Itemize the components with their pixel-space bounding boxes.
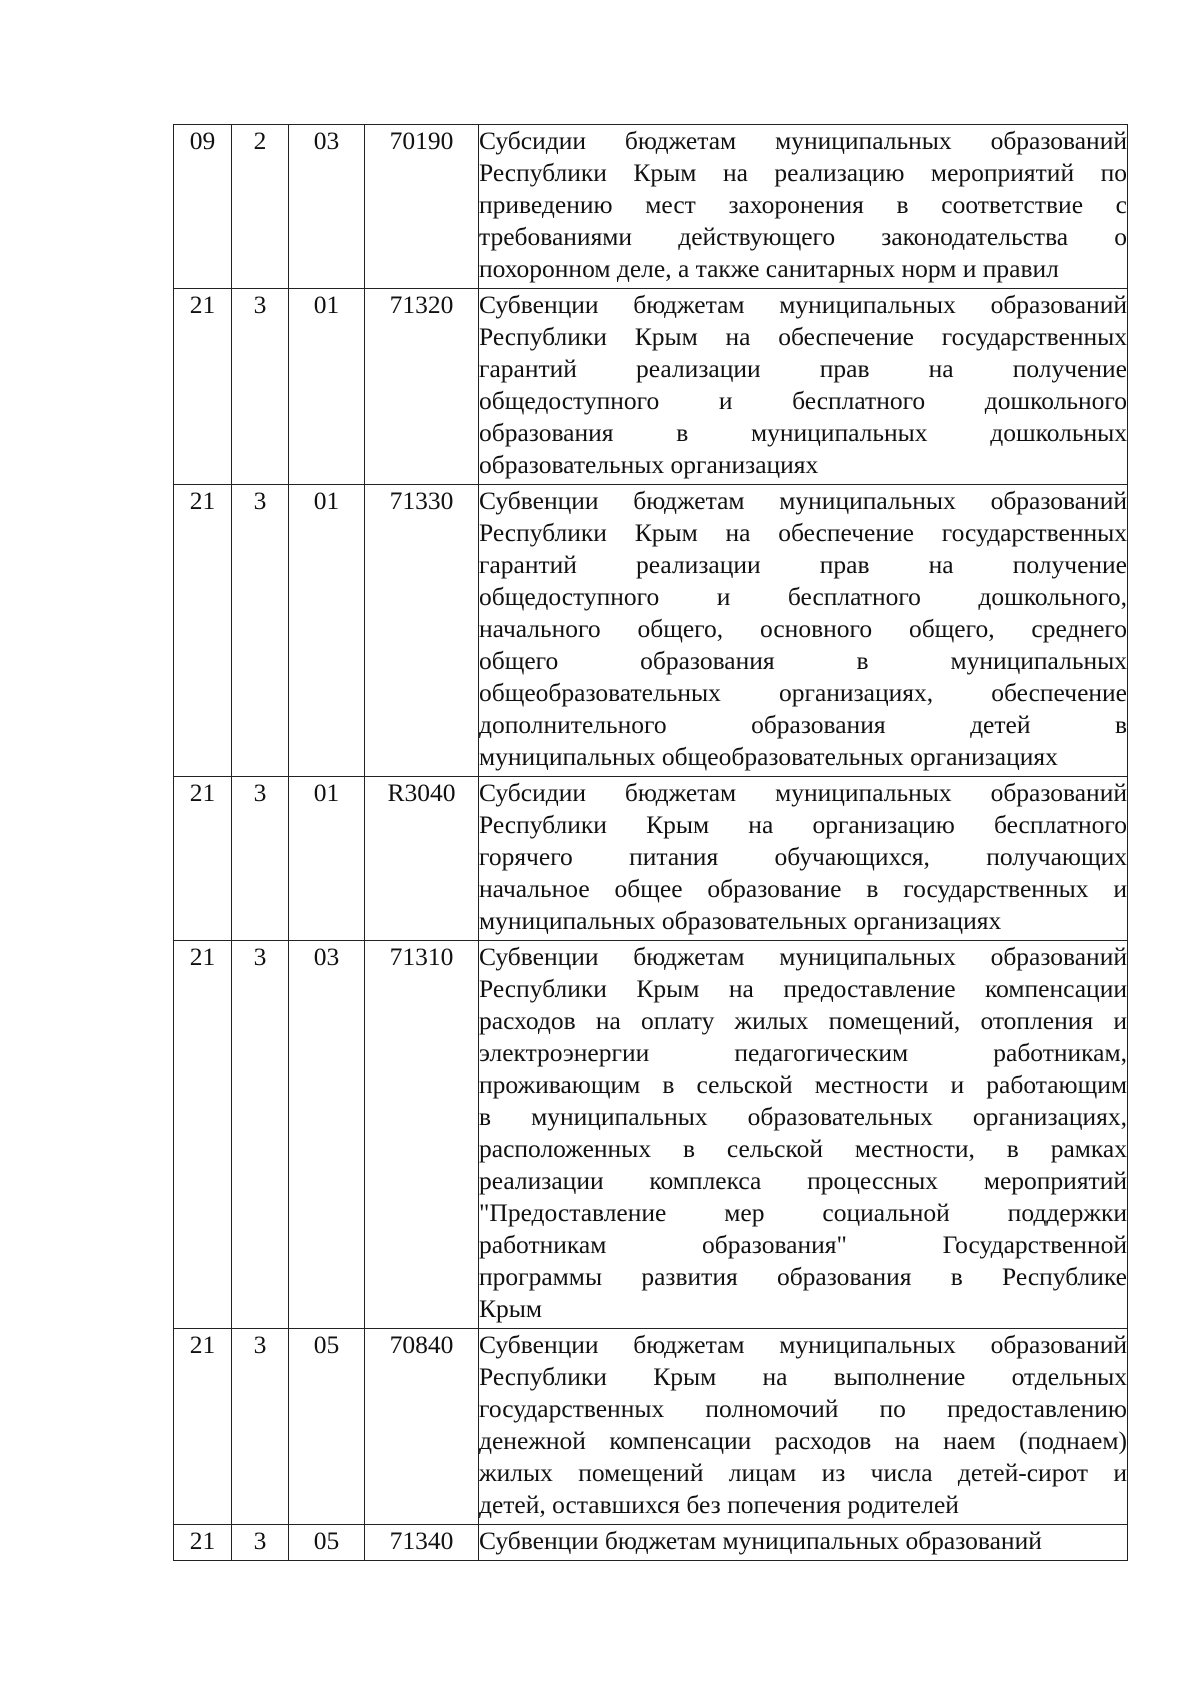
direction-code-cell: 70190	[365, 125, 479, 289]
budget-codes-table	[173, 124, 1128, 1561]
description-line: Субсидии бюджетам муниципальных образований	[479, 778, 1127, 807]
description-line: Субвенции бюджетам муниципальных образований	[479, 290, 1127, 319]
description-line: расходов на оплату жилых помещений, отопления и	[479, 1006, 1127, 1035]
group-code-cell: 01	[289, 289, 365, 485]
description-cell	[479, 485, 1128, 777]
description-cell	[479, 125, 1128, 289]
subsection-code-cell: 3	[232, 777, 289, 941]
section-code-cell: 21	[174, 289, 232, 485]
description-line: Субвенции бюджетам муниципальных образований	[479, 1330, 1127, 1359]
table-row	[174, 485, 1128, 777]
description-line: Республики Крым на обеспечение государственных	[479, 518, 1127, 547]
subsection-code-cell: 3	[232, 1329, 289, 1525]
description-line: муниципальных общеобразовательных организациях	[479, 742, 1058, 771]
description-line: Республики Крым на выполнение отдельных	[479, 1362, 1127, 1391]
description-line: электроэнергии педагогическим работникам,	[479, 1038, 1127, 1067]
description-line: Субвенции бюджетам муниципальных образований	[479, 942, 1127, 971]
direction-code-cell: 71340	[365, 1525, 479, 1561]
description-line: Субвенции бюджетам муниципальных образований	[479, 1526, 1042, 1555]
group-code-cell: 01	[289, 777, 365, 941]
description-line: горячего питания обучающихся, получающих	[479, 842, 1127, 871]
group-code-cell: 03	[289, 125, 365, 289]
table-row	[174, 1525, 1128, 1561]
group-code-cell: 01	[289, 485, 365, 777]
description-line: "Предоставление мер социальной поддержки	[479, 1198, 1127, 1227]
section-code-cell: 21	[174, 485, 232, 777]
description-line: приведению мест захоронения в соответствие с	[479, 190, 1127, 219]
description-line: образовательных организациях	[479, 450, 819, 479]
description-cell	[479, 941, 1128, 1329]
description-line: Республики Крым на обеспечение государственных	[479, 322, 1127, 351]
table-row	[174, 1329, 1128, 1525]
section-code-cell: 21	[174, 1329, 232, 1525]
description-line: начальное общее образование в государственных и	[479, 874, 1127, 903]
group-code-cell: 05	[289, 1329, 365, 1525]
description-line: проживающим в сельской местности и работающим	[479, 1070, 1127, 1099]
description-line: дополнительного образования детей в	[479, 710, 1127, 739]
description-line: реализации комплекса процессных мероприятий	[479, 1166, 1127, 1195]
section-code-cell: 21	[174, 1525, 232, 1561]
description-line: общедоступного и бесплатного дошкольного,	[479, 582, 1127, 611]
description-cell	[479, 289, 1128, 485]
description-cell	[479, 777, 1128, 941]
description-line: Крым	[479, 1294, 543, 1323]
group-code-cell: 03	[289, 941, 365, 1329]
description-line: начального общего, основного общего, среднего	[479, 614, 1127, 643]
description-line: похоронном деле, а также санитарных норм и правил	[479, 254, 1059, 283]
description-line: общеобразовательных организациях, обеспечение	[479, 678, 1127, 707]
description-line: денежной компенсации расходов на наем (поднаем)	[479, 1426, 1127, 1455]
description-line: детей, оставшихся без попечения родителей	[479, 1490, 959, 1519]
group-code-cell: 05	[289, 1525, 365, 1561]
direction-code-cell: 71310	[365, 941, 479, 1329]
description-line: гарантий реализации прав на получение	[479, 354, 1127, 383]
subsection-code-cell: 3	[232, 289, 289, 485]
description-line: работникам образования" Государственной	[479, 1230, 1127, 1259]
table-row	[174, 777, 1128, 941]
subsection-code-cell: 3	[232, 485, 289, 777]
description-line: в муниципальных образовательных организациях,	[479, 1102, 1127, 1131]
description-line: общего образования в муниципальных	[479, 646, 1127, 675]
description-line: гарантий реализации прав на получение	[479, 550, 1127, 579]
description-line: Республики Крым на организацию бесплатного	[479, 810, 1127, 839]
section-code-cell: 21	[174, 777, 232, 941]
subsection-code-cell: 2	[232, 125, 289, 289]
description-line: требованиями действующего законодательства о	[479, 222, 1127, 251]
description-line: программы развития образования в Республике	[479, 1262, 1127, 1291]
direction-code-cell: R3040	[365, 777, 479, 941]
table-row	[174, 125, 1128, 289]
description-line: образования в муниципальных дошкольных	[479, 418, 1127, 447]
table-row	[174, 941, 1128, 1329]
section-code-cell: 21	[174, 941, 232, 1329]
subsection-code-cell: 3	[232, 1525, 289, 1561]
direction-code-cell: 70840	[365, 1329, 479, 1525]
direction-code-cell: 71320	[365, 289, 479, 485]
description-cell	[479, 1525, 1128, 1561]
direction-code-cell: 71330	[365, 485, 479, 777]
description-line: Республики Крым на предоставление компенсации	[479, 974, 1127, 1003]
description-line: жилых помещений лицам из числа детей-сирот и	[479, 1458, 1127, 1487]
description-line: Субвенции бюджетам муниципальных образований	[479, 486, 1127, 515]
table-body	[174, 125, 1128, 1561]
table-row	[174, 289, 1128, 485]
description-line: Субсидии бюджетам муниципальных образований	[479, 126, 1127, 155]
description-line: муниципальных образовательных организациях	[479, 906, 1002, 935]
section-code-cell: 09	[174, 125, 232, 289]
subsection-code-cell: 3	[232, 941, 289, 1329]
description-cell	[479, 1329, 1128, 1525]
description-line: государственных полномочий по предоставлению	[479, 1394, 1127, 1423]
description-line: Республики Крым на реализацию мероприятий по	[479, 158, 1127, 187]
description-line: расположенных в сельской местности, в рамках	[479, 1134, 1127, 1163]
description-line: общедоступного и бесплатного дошкольного	[479, 386, 1127, 415]
